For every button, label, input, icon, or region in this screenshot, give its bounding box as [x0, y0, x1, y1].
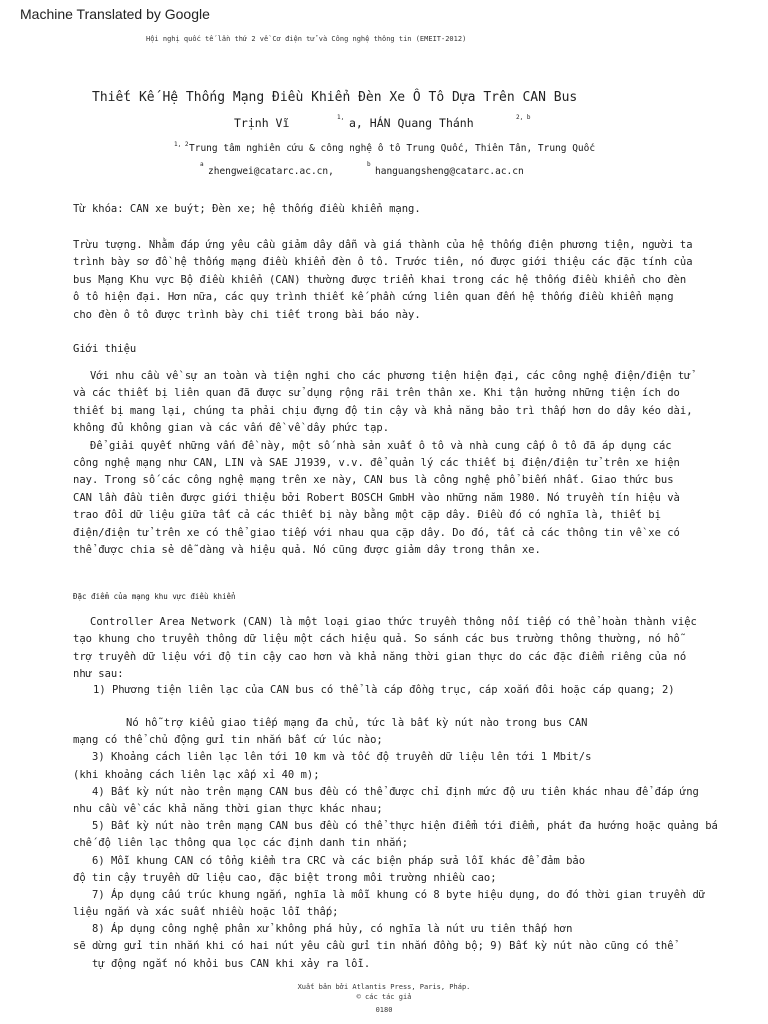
intro-body [73, 368, 698, 559]
list-line: 7) Áp dụng cấu trúc khung ngắn, nghĩa là mỗi khung có 8 byte hiệu dụng, do đó thời gian truyền dữ [92, 888, 706, 901]
author-1 [234, 116, 289, 130]
list-line: 8) Áp dụng công nghệ phân xử không phá hủy, có nghĩa là nút ưu tiên thấp hơn [92, 923, 573, 936]
can-characteristics-list [73, 715, 718, 973]
conference-header: Hội nghị quốc tế lần thứ 2 về Cơ điện tử và Công nghệ thông tin (EMEIT-2012) [146, 35, 467, 43]
list-line: 5) Bất kỳ nút nào trên mạng CAN bus đều có thể thực hiện điểm tới điểm, phát đa hướng hoặc quảng bá [92, 820, 718, 833]
email-b: hanguangsheng@catarc.ac.cn [375, 166, 524, 177]
intro-heading: Giới thiệu [73, 343, 137, 355]
list-line: nhu cầu về các khả năng thời gian thực khác nhau; [73, 802, 383, 815]
footer-copyright: © các tác giả [356, 993, 412, 1001]
can-section-intro [73, 614, 698, 684]
abstract-text: Trừu tượng. Nhằm đáp ứng yêu cầu giảm dây dẫn và giá thành của hệ thống điện phương tiện, người ta trình bày sơ đồ hệ thống mạng điều khiển đèn ô tô. Trước tiên, nó được giới thiệu các đặc tính của bus Mạng Khu vực Bộ điều khiển (CAN) thường được triển khai trong các hệ thống điều khiển cho đèn ô tô hiện đại. Hơn nữa, các quy trình thiết kế phần cứng liên quan đến hệ thống điều khiển mạng cho đèn ô tô được trình bày chi tiết trong bài báo này. [73, 239, 693, 321]
email-a-sup: a [200, 161, 204, 168]
list-line: tự động ngắt nó khỏi bus CAN khi xảy ra lỗi. [92, 957, 371, 970]
intro-paragraph-1: Với nhu cầu về sự an toàn và tiện nghi cho các phương tiện hiện đại, các công nghệ điện/điện tử và các thiết bị liên quan đã được sử dụng rộng rãi trên thân xe. Khi tận hưởng những tiện ích do thiết bị mang lại, chúng ta phải chịu đựng độ tin cậy và khả năng bảo trì thấp hơn do dây kéo dài, không đủ không gian và các vấn đề về dây phức tạp. [73, 370, 693, 435]
intro-paragraph-2: Để giải quyết những vấn đề này, một số nhà sản xuất ô tô và nhà cung cấp ô tô đã áp dụng các công nghệ mạng như CAN, LIN và SAE J1939, v.v. để quản lý các thiết bị điện/điện tử trên xe hiện nay. Trong số các công nghệ mạng trên xe này, CAN bus là công nghệ phổ biến nhất. Giao thức bus CAN lần đầu tiên được giới thiệu bởi Robert BOSCH GmbH vào những năm 1980. Nó truyền tín hiệu và trao đổi dữ liệu giữa tất cả các thiết bị này bằng một cặp dây. Điều đó có nghĩa là, thiết bị điện/điện tử trên xe có thể giao tiếp với nhau qua cặp dây. Do đó, tất cả các thông tin về xe có thể được chia sẻ dễ dàng và hiệu quả. Nó cũng được giảm dây trong thân xe. [73, 439, 680, 557]
can-paragraph-1: Controller Area Network (CAN) là một loại giao thức truyền thông nối tiếp có thể hoàn thành việc tạo khung cho truyền thông dữ liệu một cách hiệu quả. So sánh các bus trường thông thường, nó hỗ trợ truyền dữ liệu với độ tin cậy cao hơn và khả năng thời gian thực do các đặc điểm riêng của nó như sau: [73, 616, 697, 681]
author-1-suffix: a, [349, 116, 363, 130]
list-line: Nó hỗ trợ kiểu giao tiếp mạng đa chủ, tức là bất kỳ nút nào trong bus CAN [126, 717, 588, 729]
affiliation: Trung tâm nghiên cứu & công nghệ ô tô Trung Quốc, Thiên Tân, Trung Quốc [189, 143, 596, 154]
list-line: chế độ liên lạc thông qua lọc các định danh tin nhắn; [73, 837, 409, 850]
list-line: liệu ngắn và xác suất nhiều hoặc lỗi thấp; [73, 906, 339, 919]
list-line: sẽ dừng gửi tin nhắn khi có hai nút yêu cầu gửi tin nhắn đồng bộ; 9) Bất kỳ nút nào cũng có thể [73, 940, 674, 953]
paper-title: Thiết Kế Hệ Thống Mạng Điều Khiển Đèn Xe Ô Tô Dựa Trên CAN Bus [92, 90, 578, 105]
author-2 [349, 116, 474, 130]
translation-banner: Machine Translated by Google [20, 6, 210, 22]
footer-publisher: Xuất bản bởi Atlantis Press, Paris, Pháp. [297, 983, 471, 991]
affiliation-sup: 1, 2 [174, 141, 189, 148]
list-line: 6) Mỗi khung CAN có tổng kiểm tra CRC và các biện pháp sửa lỗi khác để đảm bảo [92, 854, 586, 867]
author-1-sup: 1, [337, 114, 345, 121]
list-line: độ tin cậy truyền dữ liệu cao, đặc biệt trong môi trường nhiều cao; [73, 871, 497, 884]
can-item-1: 1) Phương tiện liên lạc của CAN bus có thể là cáp đồng trục, cáp xoắn đôi hoặc cáp quang; 2) [93, 684, 675, 696]
author-1-name: Trịnh Vĩ [234, 116, 290, 130]
list-line: mạng có thể chủ động gửi tin nhắn bất cứ lúc nào; [73, 734, 383, 747]
list-line: 3) Khoảng cách liên lạc lên tới 10 km và tốc độ truyền dữ liệu lên tới 1 Mbit/s [92, 751, 592, 764]
list-line: 4) Bất kỳ nút nào trên mạng CAN bus đều có thể được chỉ định mức độ ưu tiên khác nhau để đáp ứng [92, 785, 699, 798]
page-number: 0180 [375, 1006, 393, 1014]
author-2-sup: 2, b [516, 114, 531, 121]
can-section-heading: Đặc điểm của mạng khu vực điều khiển [73, 592, 236, 601]
email-b-sup: b [367, 161, 371, 168]
email-a: zhengwei@catarc.ac.cn, [208, 166, 334, 177]
abstract [73, 237, 698, 324]
list-line: (khi khoảng cách liên lạc xấp xỉ 40 m); [73, 768, 320, 781]
keywords: Từ khóa: CAN xe buýt; Đèn xe; hệ thống điều khiển mạng. [73, 203, 421, 215]
author-2-name: HÁN Quang Thánh [369, 116, 474, 130]
